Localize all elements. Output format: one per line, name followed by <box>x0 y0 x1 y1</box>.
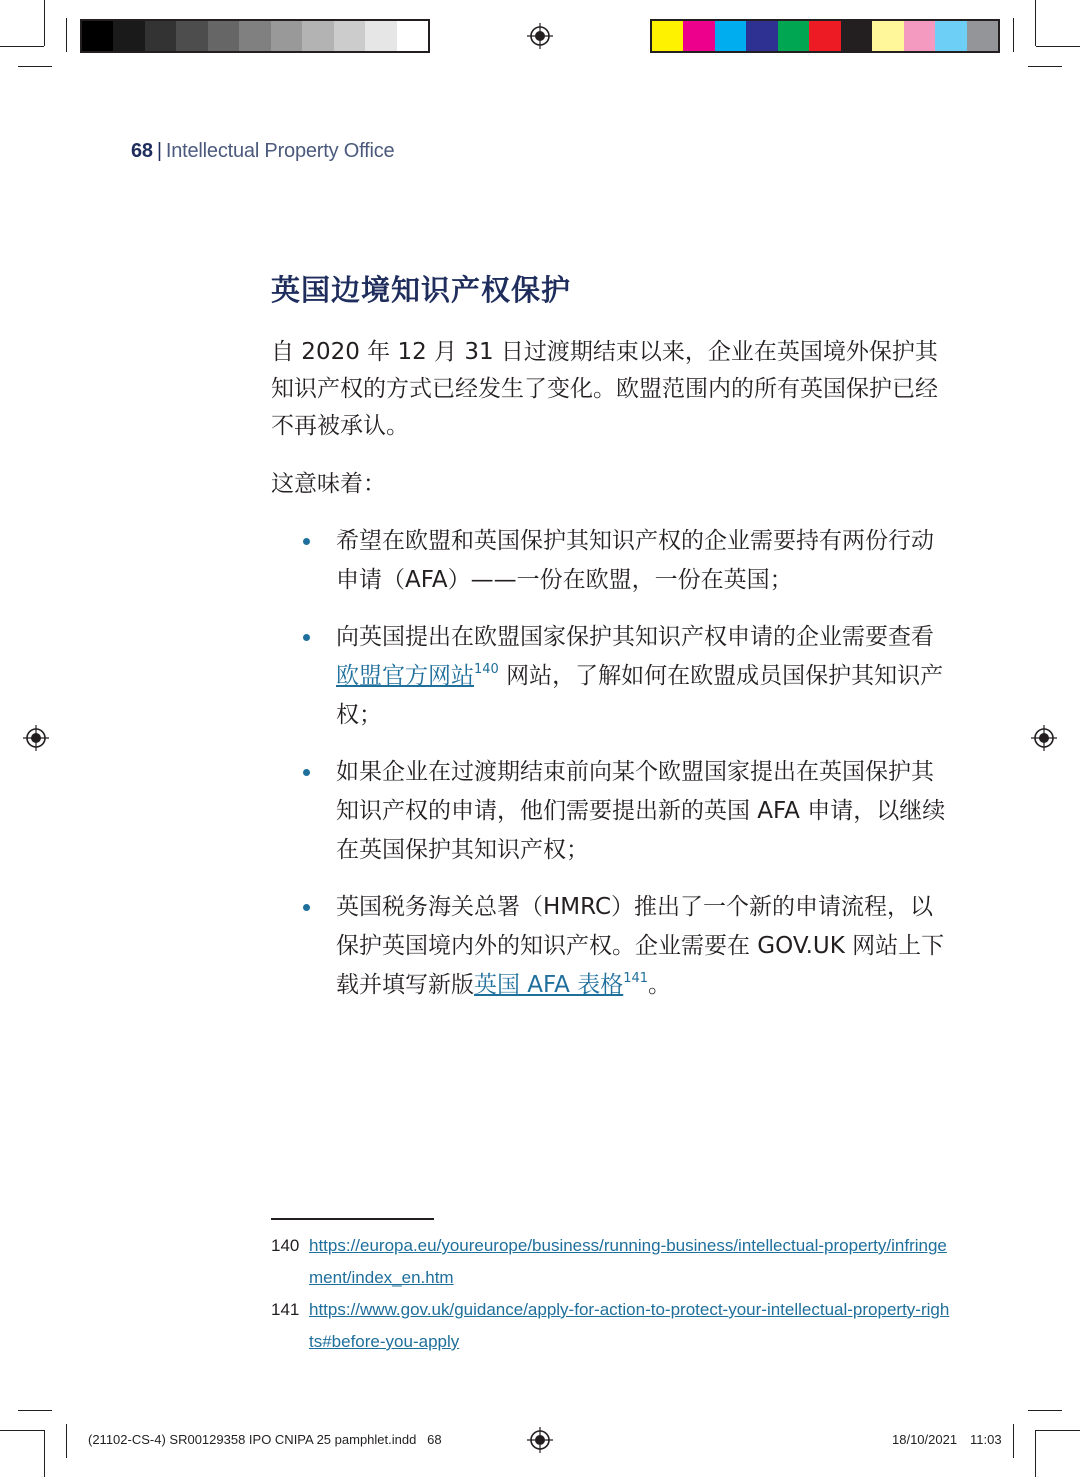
crop-mark <box>0 1430 44 1431</box>
footnotes <box>271 1230 951 1358</box>
crop-mark <box>0 46 44 47</box>
running-header <box>131 140 394 163</box>
crop-mark <box>1028 66 1062 67</box>
intro-paragraph: 自 2020 年 12 月 31 日过渡期结束以来，企业在英国境外保护其知识产权的方式已经发生了变化。欧盟范围内的所有英国保护已经不再被承认。 <box>271 339 938 439</box>
footnote-ref-140[interactable]: 140 <box>474 662 499 677</box>
crop-mark <box>1035 1430 1036 1477</box>
bullet-icon <box>303 769 310 776</box>
color-swatch <box>778 21 809 51</box>
bullet-text: 希望在欧盟和英国保护其知识产权的企业需要持有两份行动申请（AFA）——一份在欧盟，一份在英国； <box>336 528 934 593</box>
color-swatch <box>652 21 683 51</box>
bullet-text: 网站，了解如何在欧盟成员国保护其知识产权； <box>336 663 944 728</box>
gray-swatch <box>82 21 113 51</box>
uk-afa-form-link[interactable]: 英国 AFA 表格 <box>474 972 624 998</box>
list-item <box>300 888 952 1005</box>
gray-swatch <box>208 21 239 51</box>
gray-swatch <box>397 21 428 51</box>
crop-mark <box>44 1430 45 1477</box>
bullet-text: 如果企业在过渡期结束前向某个欧盟国家提出在英国保护其知识产权的申请，他们需要提出新的英国 AFA 申请，以继续在英国保护其知识产权； <box>336 759 946 863</box>
organisation-name: Intellectual Property Office <box>165 140 395 162</box>
list-item <box>300 522 952 600</box>
color-swatch <box>683 21 714 51</box>
registration-mark-icon <box>527 1427 553 1453</box>
crop-mark <box>44 0 45 46</box>
footnote-141 <box>271 1294 951 1358</box>
bullet-text: 英国税务海关总署（HMRC）推出了一个新的申请流程，以保护英国境内外的知识产权。企业需要在 GOV.UK 网站上下载并填写新版 <box>336 894 945 998</box>
color-swatch <box>715 21 746 51</box>
crop-mark <box>1035 0 1036 46</box>
page-number: 68 <box>131 140 153 162</box>
bullet-list <box>300 522 952 1023</box>
bullet-icon <box>303 904 310 911</box>
gray-swatch <box>113 21 144 51</box>
crop-mark <box>1013 1424 1014 1458</box>
gray-swatch <box>239 21 270 51</box>
gray-swatch <box>302 21 333 51</box>
bullet-icon <box>303 634 310 641</box>
gray-swatch <box>271 21 302 51</box>
gray-swatch <box>176 21 207 51</box>
footnote-divider <box>271 1218 434 1220</box>
gray-swatch <box>334 21 365 51</box>
footnote-ref-141[interactable]: 141 <box>623 971 649 986</box>
color-swatch <box>872 21 903 51</box>
list-item <box>300 618 952 735</box>
gray-swatch <box>365 21 396 51</box>
registration-mark-icon <box>1031 725 1057 751</box>
color-swatch <box>841 21 872 51</box>
footnote-url-link[interactable]: https://www.gov.uk/guidance/apply-for-action-to-protect-your-intellectual-property-rights#before-you-apply <box>309 1300 950 1351</box>
bullet-text: 。 <box>648 972 672 998</box>
bullet-text: 向英国提出在欧盟国家保护其知识产权申请的企业需要查看 <box>336 624 934 650</box>
footnote-url-link[interactable]: https://europa.eu/youreurope/business/running-business/intellectual-property/infringement/index_en.htm <box>309 1236 947 1287</box>
section-title: 英国边境知识产权保护 <box>271 273 572 307</box>
slug-file-info: (21102-CS-4) SR00129358 IPO CNIPA 25 pamphlet.indd 68 <box>88 1432 442 1447</box>
slug-date: 18/10/2021 <box>892 1432 958 1447</box>
list-item <box>300 753 952 870</box>
crop-mark <box>1028 1410 1062 1411</box>
footnote-number: 141 <box>271 1300 300 1319</box>
crop-mark <box>66 1424 67 1458</box>
footnote-140 <box>271 1230 951 1294</box>
crop-mark <box>18 1410 52 1411</box>
color-swatch <box>967 21 998 51</box>
color-swatch <box>904 21 935 51</box>
color-swatch <box>809 21 840 51</box>
footnote-number: 140 <box>271 1236 300 1255</box>
gray-swatch <box>145 21 176 51</box>
registration-mark-icon <box>23 725 49 751</box>
crop-mark <box>66 18 67 52</box>
bullet-icon <box>303 538 310 545</box>
crop-mark <box>18 66 52 67</box>
header-separator: | <box>156 140 162 162</box>
crop-mark <box>1036 46 1080 47</box>
crop-mark <box>1036 1430 1080 1431</box>
slug-time: 11:03 <box>970 1432 1002 1447</box>
registration-mark-icon <box>527 23 553 49</box>
crop-mark <box>1013 18 1014 52</box>
eu-official-website-link[interactable]: 欧盟官方网站 <box>336 663 474 689</box>
color-swatch <box>746 21 777 51</box>
grayscale-calibration-bar <box>80 19 430 53</box>
color-swatch <box>935 21 966 51</box>
color-calibration-bar <box>650 19 1000 53</box>
means-label: 这意味着： <box>271 471 386 497</box>
